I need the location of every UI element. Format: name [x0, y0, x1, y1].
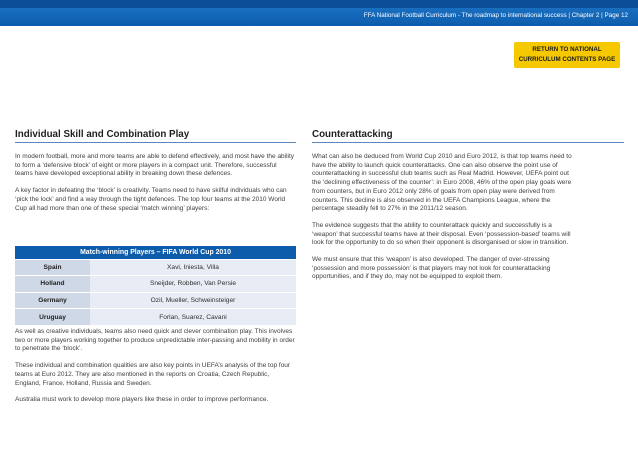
- return-button-line2: CURRICULUM CONTENTS PAGE: [518, 55, 616, 63]
- right-column-text: [312, 153, 578, 290]
- paragraph: What can also be deduced from World Cup 2010 and Euro 2012, is that top teams need to have the ability to launch quick counterattacks. One can also observe the point use of counterattacking in successful club teams such as Real Madrid. However, UEFA point out the ‘declining effectiveness of the counter’: in Euro 2008, 46% of the open play goals were from counters, but in Euro 2012 only 28% of goals from open play were derived from counters. This decline is also observed in the UEFA Champions League, where the percentage steadily fell to 27% in the 2011/12 season.: [312, 153, 572, 213]
- paragraph: In modern football, more and more teams are able to defend effectively, and most have the ability to form a ‘defensive block’ of eight or more players in a compact unit. Therefore, successful teams have developed exceptional ability in breaking down these defences.: [15, 153, 295, 178]
- table-cell-players: Sneijder, Robben, Van Persie: [90, 276, 296, 293]
- top-bar: [0, 0, 638, 8]
- page-header-breadcrumb: FFA National Football Curriculum - The roadmap to international success | Chapter 2 | Page 12: [363, 12, 628, 19]
- table-cell-country: Holland: [15, 276, 90, 293]
- paragraph: Australia must work to develop more players like these in order to improve performance.: [15, 396, 269, 404]
- match-winning-players-table: [15, 246, 296, 325]
- section-heading-individual-skill: Individual Skill and Combination Play: [15, 129, 190, 140]
- paragraph: The evidence suggests that the ability to counterattack quickly and successfully is a ‘weapon’ that successful teams have at their disposal. Even ‘possession-based’ teams will look for the opportunity to do so when their opponent is disorganised or slow in transition.: [312, 221, 571, 247]
- return-button-line1: RETURN TO NATIONAL: [532, 46, 602, 53]
- table-row: [15, 259, 296, 276]
- paragraph: We must ensure that this ‘weapon’ is also developed. The danger of over-stressing ‘possession and more possession’ is that players may not look for counterattacking opportunities, and if they do, may not be equipped to exploit them.: [312, 256, 551, 281]
- table-title: Match-winning Players – FIFA World Cup 2010: [15, 246, 296, 259]
- paragraph: These individual and combination qualities are also key points in UEFA’s analysis of the top four teams at Euro 2012. They are also mentioned in the reports on Croatia, Czech Republic, England, France, Holland, Russia and Sweden.: [15, 362, 291, 387]
- table-cell-players: Ozil, Mueller, Schweinsteiger: [90, 292, 296, 309]
- left-column-intro: [15, 153, 296, 221]
- table-row: [15, 276, 296, 293]
- table-cell-country: Germany: [15, 292, 90, 309]
- table-row: [15, 309, 296, 326]
- heading-divider-left: [15, 142, 296, 143]
- paragraph: As well as creative individuals, teams also need quick and clever combination play. This involves two or more players working together to produce unpredictable inter-passing and mobility in order to penetrate the ‘block’.: [15, 328, 295, 353]
- table-cell-country: Uruguay: [15, 309, 90, 326]
- return-to-contents-button[interactable]: [514, 42, 620, 68]
- heading-divider-right: [312, 142, 624, 143]
- table-cell-country: Spain: [15, 259, 90, 276]
- table-row: [15, 292, 296, 309]
- left-column-continued: [15, 328, 296, 413]
- table-cell-players: Xavi, Iniesta, Villa: [90, 259, 296, 276]
- section-heading-counterattacking: Counterattacking: [312, 129, 393, 140]
- table-cell-players: Forlan, Suarez, Cavani: [90, 309, 296, 326]
- paragraph: A key factor in defeating the ‘block’ is creativity. Teams need to have skilful individuals who can ‘pick the lock’ and find a way through the tight defences. The top four teams at the 2010 World Cup all had more than one of these special ‘match winning’ players:: [15, 187, 287, 212]
